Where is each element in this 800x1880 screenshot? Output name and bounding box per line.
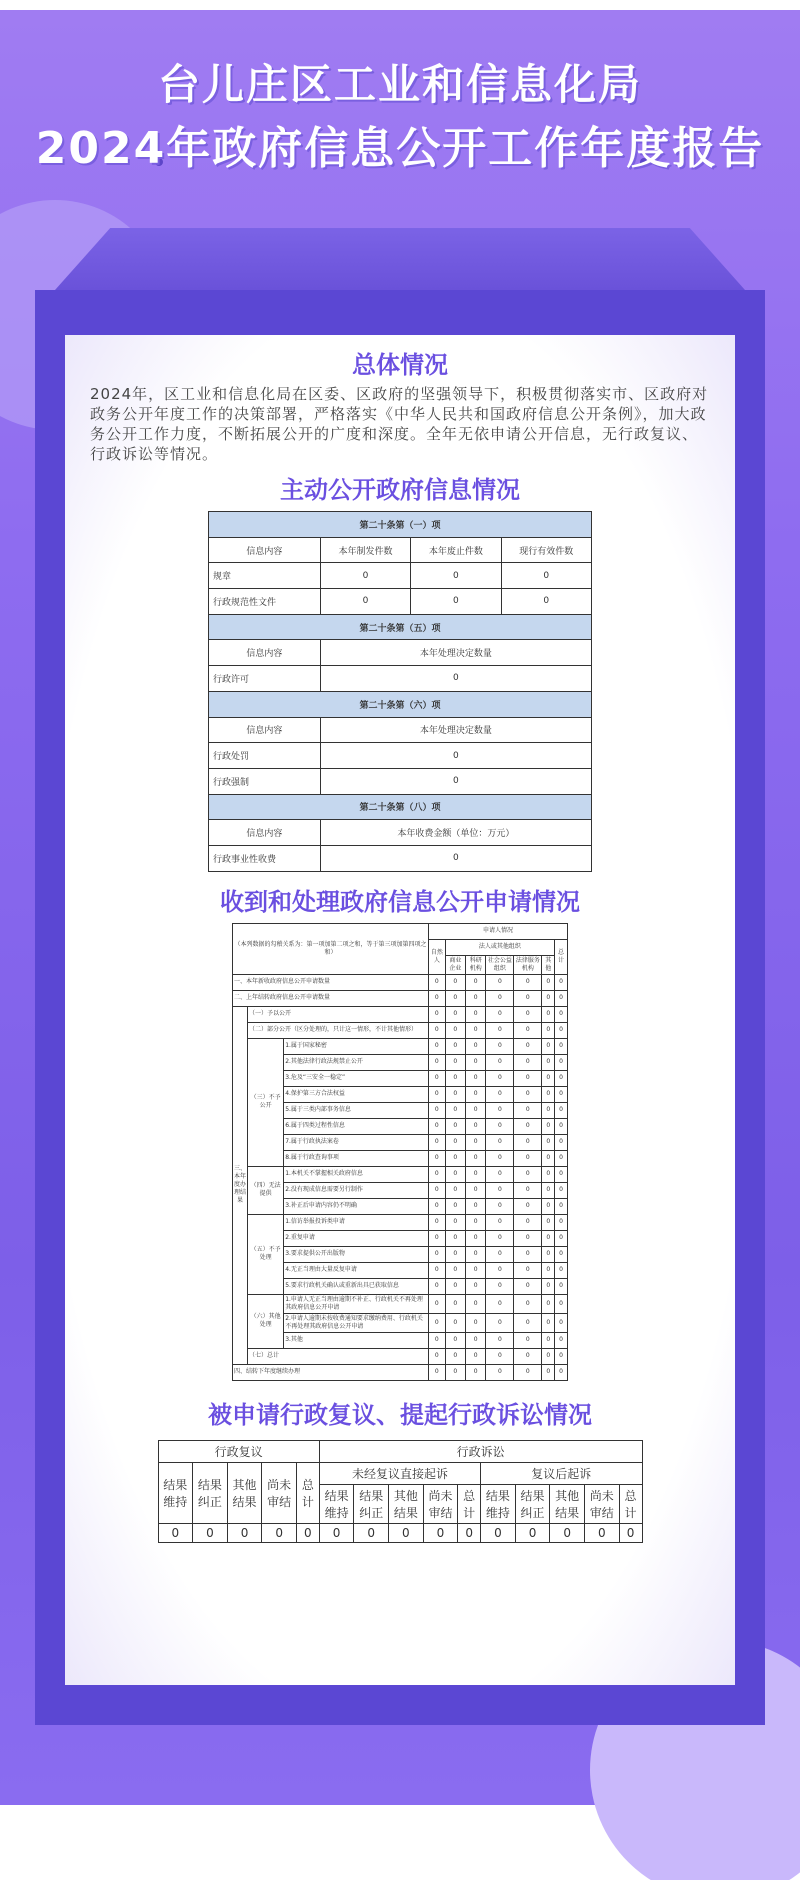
count-cell: 0 bbox=[486, 1054, 514, 1070]
count-cell: 0 bbox=[514, 1118, 542, 1134]
count-cell: 0 bbox=[429, 1214, 446, 1230]
count-cell: 0 bbox=[429, 1086, 446, 1102]
count-cell: 0 bbox=[429, 990, 446, 1006]
count-cell: 0 bbox=[542, 1364, 555, 1380]
count-cell: 0 bbox=[486, 1230, 514, 1246]
count-cell: 0 bbox=[445, 1278, 465, 1294]
count-cell: 0 bbox=[555, 1038, 568, 1054]
count-cell: 0 bbox=[486, 1364, 514, 1380]
count-cell: 0 bbox=[429, 1102, 446, 1118]
row-label: 一、本年新收政府信息公开申请数量 bbox=[233, 974, 429, 990]
count-cell: 0 bbox=[354, 1523, 389, 1542]
col-header: 其他结果 bbox=[227, 1462, 262, 1523]
row-label: 3.补正后申请内容仍不明确 bbox=[284, 1198, 429, 1214]
count-cell: 0 bbox=[445, 1332, 465, 1348]
count-cell: 0 bbox=[227, 1523, 262, 1542]
row-label: 三、本年度办理结果 bbox=[233, 1006, 248, 1364]
count-cell: 0 bbox=[619, 1523, 642, 1542]
count-cell: 0 bbox=[466, 1102, 486, 1118]
cell: 0 bbox=[320, 563, 410, 589]
count-cell: 0 bbox=[429, 1332, 446, 1348]
count-cell: 0 bbox=[555, 1054, 568, 1070]
direct-suit-header: 未经复议直接起诉 bbox=[319, 1462, 480, 1484]
count-cell: 0 bbox=[429, 1150, 446, 1166]
count-cell: 0 bbox=[542, 1332, 555, 1348]
count-cell: 0 bbox=[466, 1182, 486, 1198]
col-header: 尚未审结 bbox=[423, 1484, 458, 1523]
col-header: 信息内容 bbox=[209, 717, 321, 743]
count-cell: 0 bbox=[555, 1313, 568, 1332]
count-cell: 0 bbox=[445, 1230, 465, 1246]
count-cell: 0 bbox=[466, 1038, 486, 1054]
count-cell: 0 bbox=[514, 1230, 542, 1246]
count-cell: 0 bbox=[542, 1198, 555, 1214]
count-cell: 0 bbox=[514, 1348, 542, 1364]
count-cell: 0 bbox=[481, 1523, 516, 1542]
count-cell: 0 bbox=[445, 1198, 465, 1214]
count-cell: 0 bbox=[514, 1070, 542, 1086]
row-label: 2.其他法律行政法规禁止公开 bbox=[284, 1054, 429, 1070]
count-cell: 0 bbox=[466, 1332, 486, 1348]
col-header: 现行有效件数 bbox=[501, 537, 591, 563]
row-label: 3.要求提供公开出版物 bbox=[284, 1246, 429, 1262]
overview-text: 2024年，区工业和信息化局在区委、区政府的坚强领导下，积极贯彻落实市、区政府对政务公开年度工作的决策部署，严格落实《中华人民共和国政府信息公开条例》，加大政务公开工作力度，不断拓展公开的广度和深度。全年无依申请公开信息，无行政复议、行政诉讼等情况。 bbox=[90, 385, 709, 463]
count-cell: 0 bbox=[542, 1313, 555, 1332]
col-header: 其他结果 bbox=[389, 1484, 424, 1523]
count-cell: 0 bbox=[445, 1118, 465, 1134]
count-cell: 0 bbox=[466, 1198, 486, 1214]
count-cell: 0 bbox=[486, 1348, 514, 1364]
cell: 0 bbox=[320, 768, 591, 794]
count-cell: 0 bbox=[466, 1134, 486, 1150]
count-cell: 0 bbox=[542, 1214, 555, 1230]
count-cell: 0 bbox=[445, 1102, 465, 1118]
cell: 0 bbox=[320, 589, 410, 615]
count-cell: 0 bbox=[555, 1364, 568, 1380]
count-cell: 0 bbox=[445, 1166, 465, 1182]
row-label: 3.危及“三安全一稳定” bbox=[284, 1070, 429, 1086]
count-cell: 0 bbox=[514, 1246, 542, 1262]
section-title: 第二十条第（五）项 bbox=[209, 614, 592, 640]
count-cell: 0 bbox=[542, 1022, 555, 1038]
count-cell: 0 bbox=[514, 1182, 542, 1198]
count-cell: 0 bbox=[486, 1182, 514, 1198]
count-cell: 0 bbox=[542, 1262, 555, 1278]
active-heading: 主动公开政府信息情况 bbox=[280, 476, 520, 504]
count-cell: 0 bbox=[466, 990, 486, 1006]
overview-heading: 总体情况 bbox=[352, 351, 448, 379]
col-header: 尚未审结 bbox=[262, 1462, 297, 1523]
count-cell: 0 bbox=[514, 1086, 542, 1102]
row-label: 行政许可 bbox=[209, 666, 321, 692]
row-label: 4.无正当理由大量反复申请 bbox=[284, 1262, 429, 1278]
section-title: 第二十条第（八）项 bbox=[209, 794, 592, 820]
count-cell: 0 bbox=[445, 1070, 465, 1086]
row-label: 2.申请人逾期未按收费通知要求缴纳费用、行政机关不再处理其政府信息公开申请 bbox=[284, 1313, 429, 1332]
count-cell: 0 bbox=[514, 1294, 542, 1313]
count-cell: 0 bbox=[542, 1150, 555, 1166]
row-label: 4.保护第三方合法权益 bbox=[284, 1086, 429, 1102]
legal-person-header: 法人或其他组织 bbox=[445, 939, 554, 955]
count-cell: 0 bbox=[445, 1134, 465, 1150]
count-cell: 0 bbox=[429, 1313, 446, 1332]
row-label: 8.属于行政查询事项 bbox=[284, 1150, 429, 1166]
count-cell: 0 bbox=[466, 1278, 486, 1294]
count-cell: 0 bbox=[193, 1523, 228, 1542]
col-header: 总计 bbox=[458, 1484, 481, 1523]
col-header: 其他结果 bbox=[550, 1484, 585, 1523]
row-label: 3.其他 bbox=[284, 1332, 429, 1348]
count-cell: 0 bbox=[514, 990, 542, 1006]
row-label: （三）不予公开 bbox=[248, 1038, 284, 1166]
count-cell: 0 bbox=[514, 1102, 542, 1118]
count-cell: 0 bbox=[555, 1102, 568, 1118]
count-cell: 0 bbox=[542, 974, 555, 990]
count-cell: 0 bbox=[296, 1523, 319, 1542]
row-label: （二）部分公开（区分处理的，只计这一情形，不计其他情形） bbox=[248, 1022, 429, 1038]
after-review-header: 复议后起诉 bbox=[481, 1462, 642, 1484]
count-cell: 0 bbox=[514, 974, 542, 990]
section-title: 第二十条第（一）项 bbox=[209, 512, 592, 538]
count-cell: 0 bbox=[445, 1294, 465, 1313]
count-cell: 0 bbox=[542, 1086, 555, 1102]
col-header: 结果维持 bbox=[158, 1462, 193, 1523]
count-cell: 0 bbox=[429, 1118, 446, 1134]
count-cell: 0 bbox=[429, 1006, 446, 1022]
col-header: 法律服务机构 bbox=[514, 955, 542, 974]
count-cell: 0 bbox=[555, 1214, 568, 1230]
row-label: 四、结转下年度继续办理 bbox=[233, 1364, 429, 1380]
col-header: 结果维持 bbox=[481, 1484, 516, 1523]
count-cell: 0 bbox=[542, 1102, 555, 1118]
section-title: 第二十条第（六）项 bbox=[209, 691, 592, 717]
count-cell: 0 bbox=[486, 1134, 514, 1150]
count-cell: 0 bbox=[542, 1118, 555, 1134]
col-header: 本年收费金额（单位：万元） bbox=[320, 820, 591, 846]
count-cell: 0 bbox=[514, 1006, 542, 1022]
count-cell: 0 bbox=[555, 1246, 568, 1262]
count-cell: 0 bbox=[445, 1006, 465, 1022]
count-cell: 0 bbox=[486, 990, 514, 1006]
count-cell: 0 bbox=[486, 1214, 514, 1230]
active-disclosure-table bbox=[208, 511, 592, 872]
count-cell: 0 bbox=[429, 1294, 446, 1313]
row-label: （六）其他处理 bbox=[248, 1294, 284, 1348]
count-cell: 0 bbox=[445, 1022, 465, 1038]
count-cell: 0 bbox=[466, 1262, 486, 1278]
row-label: 1.申请人无正当理由逾期不补正、行政机关不再处理其政府信息公开申请 bbox=[284, 1294, 429, 1313]
count-cell: 0 bbox=[514, 1214, 542, 1230]
count-cell: 0 bbox=[542, 1348, 555, 1364]
count-cell: 0 bbox=[429, 1022, 446, 1038]
count-cell: 0 bbox=[466, 1214, 486, 1230]
count-cell: 0 bbox=[319, 1523, 354, 1542]
row-label: 行政规范性文件 bbox=[209, 589, 321, 615]
col-header: 结果纠正 bbox=[515, 1484, 550, 1523]
count-cell: 0 bbox=[555, 974, 568, 990]
count-cell: 0 bbox=[458, 1523, 481, 1542]
row-label: 行政强制 bbox=[209, 768, 321, 794]
row-label: 5.要求行政机关确认或重新出具已获取信息 bbox=[284, 1278, 429, 1294]
col-header: 信息内容 bbox=[209, 640, 321, 666]
count-cell: 0 bbox=[555, 1118, 568, 1134]
apply-heading: 收到和处理政府信息公开申请情况 bbox=[220, 887, 580, 916]
row-label: 行政事业性收费 bbox=[209, 845, 321, 871]
count-cell: 0 bbox=[445, 1364, 465, 1380]
count-cell: 0 bbox=[429, 1182, 446, 1198]
count-cell: 0 bbox=[389, 1523, 424, 1542]
count-cell: 0 bbox=[542, 1070, 555, 1086]
row-label: 1.本机关不掌握相关政府信息 bbox=[284, 1166, 429, 1182]
count-cell: 0 bbox=[466, 1006, 486, 1022]
count-cell: 0 bbox=[486, 1118, 514, 1134]
count-cell: 0 bbox=[514, 1022, 542, 1038]
col-header: 结果纠正 bbox=[193, 1462, 228, 1523]
count-cell: 0 bbox=[486, 1246, 514, 1262]
count-cell: 0 bbox=[542, 1230, 555, 1246]
count-cell: 0 bbox=[542, 1182, 555, 1198]
count-cell: 0 bbox=[542, 1038, 555, 1054]
row-label: 7.属于行政执法案卷 bbox=[284, 1134, 429, 1150]
count-cell: 0 bbox=[486, 1332, 514, 1348]
col-header: 结果纠正 bbox=[354, 1484, 389, 1523]
count-cell: 0 bbox=[514, 1054, 542, 1070]
col-header: 商业企业 bbox=[445, 955, 465, 974]
count-cell: 0 bbox=[555, 990, 568, 1006]
count-cell: 0 bbox=[429, 1230, 446, 1246]
count-cell: 0 bbox=[429, 1054, 446, 1070]
count-cell: 0 bbox=[429, 1262, 446, 1278]
count-cell: 0 bbox=[262, 1523, 297, 1542]
count-cell: 0 bbox=[542, 990, 555, 1006]
corner-note: （本列数据的勾稽关系为：第一项加第二项之和，等于第三项加第四项之和） bbox=[233, 923, 429, 974]
count-cell: 0 bbox=[466, 1118, 486, 1134]
frame-top bbox=[55, 228, 745, 290]
count-cell: 0 bbox=[466, 1150, 486, 1166]
count-cell: 0 bbox=[555, 1262, 568, 1278]
row-label: 二、上年结转政府信息公开申请数量 bbox=[233, 990, 429, 1006]
count-cell: 0 bbox=[555, 1348, 568, 1364]
count-cell: 0 bbox=[445, 1262, 465, 1278]
cell: 0 bbox=[411, 563, 501, 589]
count-cell: 0 bbox=[486, 1313, 514, 1332]
count-cell: 0 bbox=[514, 1038, 542, 1054]
count-cell: 0 bbox=[542, 1294, 555, 1313]
col-header: 本年处理决定数量 bbox=[320, 717, 591, 743]
count-cell: 0 bbox=[555, 1166, 568, 1182]
count-cell: 0 bbox=[429, 1070, 446, 1086]
row-label: 规章 bbox=[209, 563, 321, 589]
count-cell: 0 bbox=[555, 1006, 568, 1022]
count-cell: 0 bbox=[555, 1022, 568, 1038]
count-cell: 0 bbox=[555, 1230, 568, 1246]
count-cell: 0 bbox=[445, 1086, 465, 1102]
count-cell: 0 bbox=[555, 1332, 568, 1348]
col-header: 信息内容 bbox=[209, 537, 321, 563]
count-cell: 0 bbox=[466, 1294, 486, 1313]
report-title-line1: 台儿庄区工业和信息化局 bbox=[157, 60, 642, 109]
cell: 0 bbox=[320, 666, 591, 692]
count-cell: 0 bbox=[514, 1262, 542, 1278]
count-cell: 0 bbox=[466, 1230, 486, 1246]
count-cell: 0 bbox=[542, 1246, 555, 1262]
natural-person-header: 自然人 bbox=[429, 939, 446, 974]
count-cell: 0 bbox=[486, 1102, 514, 1118]
report-title-line2: 2024年政府信息公开工作年度报告 bbox=[35, 123, 765, 174]
count-cell: 0 bbox=[486, 1198, 514, 1214]
count-cell: 0 bbox=[158, 1523, 193, 1542]
row-label: 2.没有现成信息需要另行制作 bbox=[284, 1182, 429, 1198]
cell: 0 bbox=[501, 589, 591, 615]
count-cell: 0 bbox=[486, 1006, 514, 1022]
count-cell: 0 bbox=[550, 1523, 585, 1542]
count-cell: 0 bbox=[486, 1262, 514, 1278]
col-header: 社会公益组织 bbox=[486, 955, 514, 974]
count-cell: 0 bbox=[486, 974, 514, 990]
count-cell: 0 bbox=[555, 1086, 568, 1102]
row-label: 5.属于三类内部事务信息 bbox=[284, 1102, 429, 1118]
col-header: 总计 bbox=[296, 1462, 319, 1523]
count-cell: 0 bbox=[542, 1166, 555, 1182]
count-cell: 0 bbox=[429, 1348, 446, 1364]
row-label: （四）无法提供 bbox=[248, 1166, 284, 1214]
count-cell: 0 bbox=[429, 1246, 446, 1262]
count-cell: 0 bbox=[466, 1166, 486, 1182]
count-cell: 0 bbox=[466, 1054, 486, 1070]
count-cell: 0 bbox=[429, 974, 446, 990]
count-cell: 0 bbox=[486, 1294, 514, 1313]
count-cell: 0 bbox=[514, 1150, 542, 1166]
col-header: 本年处理决定数量 bbox=[320, 640, 591, 666]
count-cell: 0 bbox=[555, 1198, 568, 1214]
col-header: 结果维持 bbox=[319, 1484, 354, 1523]
col-header: 尚未审结 bbox=[584, 1484, 619, 1523]
count-cell: 0 bbox=[514, 1166, 542, 1182]
count-cell: 0 bbox=[555, 1278, 568, 1294]
col-header: 本年制发件数 bbox=[320, 537, 410, 563]
count-cell: 0 bbox=[445, 1313, 465, 1332]
count-cell: 0 bbox=[466, 1022, 486, 1038]
col-header: 科研机构 bbox=[466, 955, 486, 974]
apply-table bbox=[232, 923, 568, 1381]
count-cell: 0 bbox=[445, 974, 465, 990]
count-cell: 0 bbox=[429, 1364, 446, 1380]
count-cell: 0 bbox=[445, 1054, 465, 1070]
review-litigation-table bbox=[158, 1440, 643, 1543]
count-cell: 0 bbox=[514, 1313, 542, 1332]
row-label: （五）不予处理 bbox=[248, 1214, 284, 1294]
review-heading: 被申请行政复议、提起行政诉讼情况 bbox=[208, 1400, 592, 1429]
count-cell: 0 bbox=[445, 1246, 465, 1262]
count-cell: 0 bbox=[429, 1134, 446, 1150]
count-cell: 0 bbox=[445, 1150, 465, 1166]
count-cell: 0 bbox=[542, 1054, 555, 1070]
count-cell: 0 bbox=[555, 1294, 568, 1313]
litigation-header: 行政诉讼 bbox=[319, 1440, 642, 1462]
count-cell: 0 bbox=[486, 1278, 514, 1294]
count-cell: 0 bbox=[514, 1198, 542, 1214]
count-cell: 0 bbox=[514, 1278, 542, 1294]
content-panel bbox=[90, 345, 710, 1543]
total-header: 总计 bbox=[555, 939, 568, 974]
row-label: 1.属于国家秘密 bbox=[284, 1038, 429, 1054]
count-cell: 0 bbox=[429, 1038, 446, 1054]
col-header: 信息内容 bbox=[209, 820, 321, 846]
count-cell: 0 bbox=[466, 1348, 486, 1364]
row-label: 1.信访举报投诉类申请 bbox=[284, 1214, 429, 1230]
count-cell: 0 bbox=[514, 1134, 542, 1150]
row-label: 行政处罚 bbox=[209, 743, 321, 769]
count-cell: 0 bbox=[514, 1332, 542, 1348]
col-header: 本年废止件数 bbox=[411, 537, 501, 563]
count-cell: 0 bbox=[466, 1086, 486, 1102]
count-cell: 0 bbox=[542, 1278, 555, 1294]
count-cell: 0 bbox=[486, 1086, 514, 1102]
count-cell: 0 bbox=[515, 1523, 550, 1542]
count-cell: 0 bbox=[486, 1166, 514, 1182]
count-cell: 0 bbox=[584, 1523, 619, 1542]
count-cell: 0 bbox=[486, 1150, 514, 1166]
row-label: 6.属于四类过程性信息 bbox=[284, 1118, 429, 1134]
row-label: （七）总计 bbox=[248, 1348, 429, 1364]
count-cell: 0 bbox=[466, 974, 486, 990]
col-header: 总计 bbox=[619, 1484, 642, 1523]
row-label: （一）予以公开 bbox=[248, 1006, 429, 1022]
count-cell: 0 bbox=[445, 1038, 465, 1054]
count-cell: 0 bbox=[466, 1364, 486, 1380]
count-cell: 0 bbox=[555, 1150, 568, 1166]
count-cell: 0 bbox=[555, 1182, 568, 1198]
count-cell: 0 bbox=[429, 1278, 446, 1294]
count-cell: 0 bbox=[423, 1523, 458, 1542]
cell: 0 bbox=[320, 743, 591, 769]
count-cell: 0 bbox=[486, 1038, 514, 1054]
count-cell: 0 bbox=[514, 1364, 542, 1380]
count-cell: 0 bbox=[466, 1246, 486, 1262]
count-cell: 0 bbox=[486, 1022, 514, 1038]
row-label: 2.重复申请 bbox=[284, 1230, 429, 1246]
count-cell: 0 bbox=[542, 1134, 555, 1150]
applicant-header: 申请人情况 bbox=[429, 923, 568, 939]
count-cell: 0 bbox=[542, 1006, 555, 1022]
count-cell: 0 bbox=[486, 1070, 514, 1086]
cell: 0 bbox=[501, 563, 591, 589]
count-cell: 0 bbox=[466, 1313, 486, 1332]
cell: 0 bbox=[411, 589, 501, 615]
count-cell: 0 bbox=[429, 1198, 446, 1214]
count-cell: 0 bbox=[445, 990, 465, 1006]
col-header: 其他 bbox=[542, 955, 555, 974]
count-cell: 0 bbox=[445, 1182, 465, 1198]
count-cell: 0 bbox=[555, 1070, 568, 1086]
count-cell: 0 bbox=[555, 1134, 568, 1150]
count-cell: 0 bbox=[445, 1348, 465, 1364]
count-cell: 0 bbox=[429, 1166, 446, 1182]
admin-review-header: 行政复议 bbox=[158, 1440, 319, 1462]
cell: 0 bbox=[320, 845, 591, 871]
count-cell: 0 bbox=[466, 1070, 486, 1086]
count-cell: 0 bbox=[445, 1214, 465, 1230]
